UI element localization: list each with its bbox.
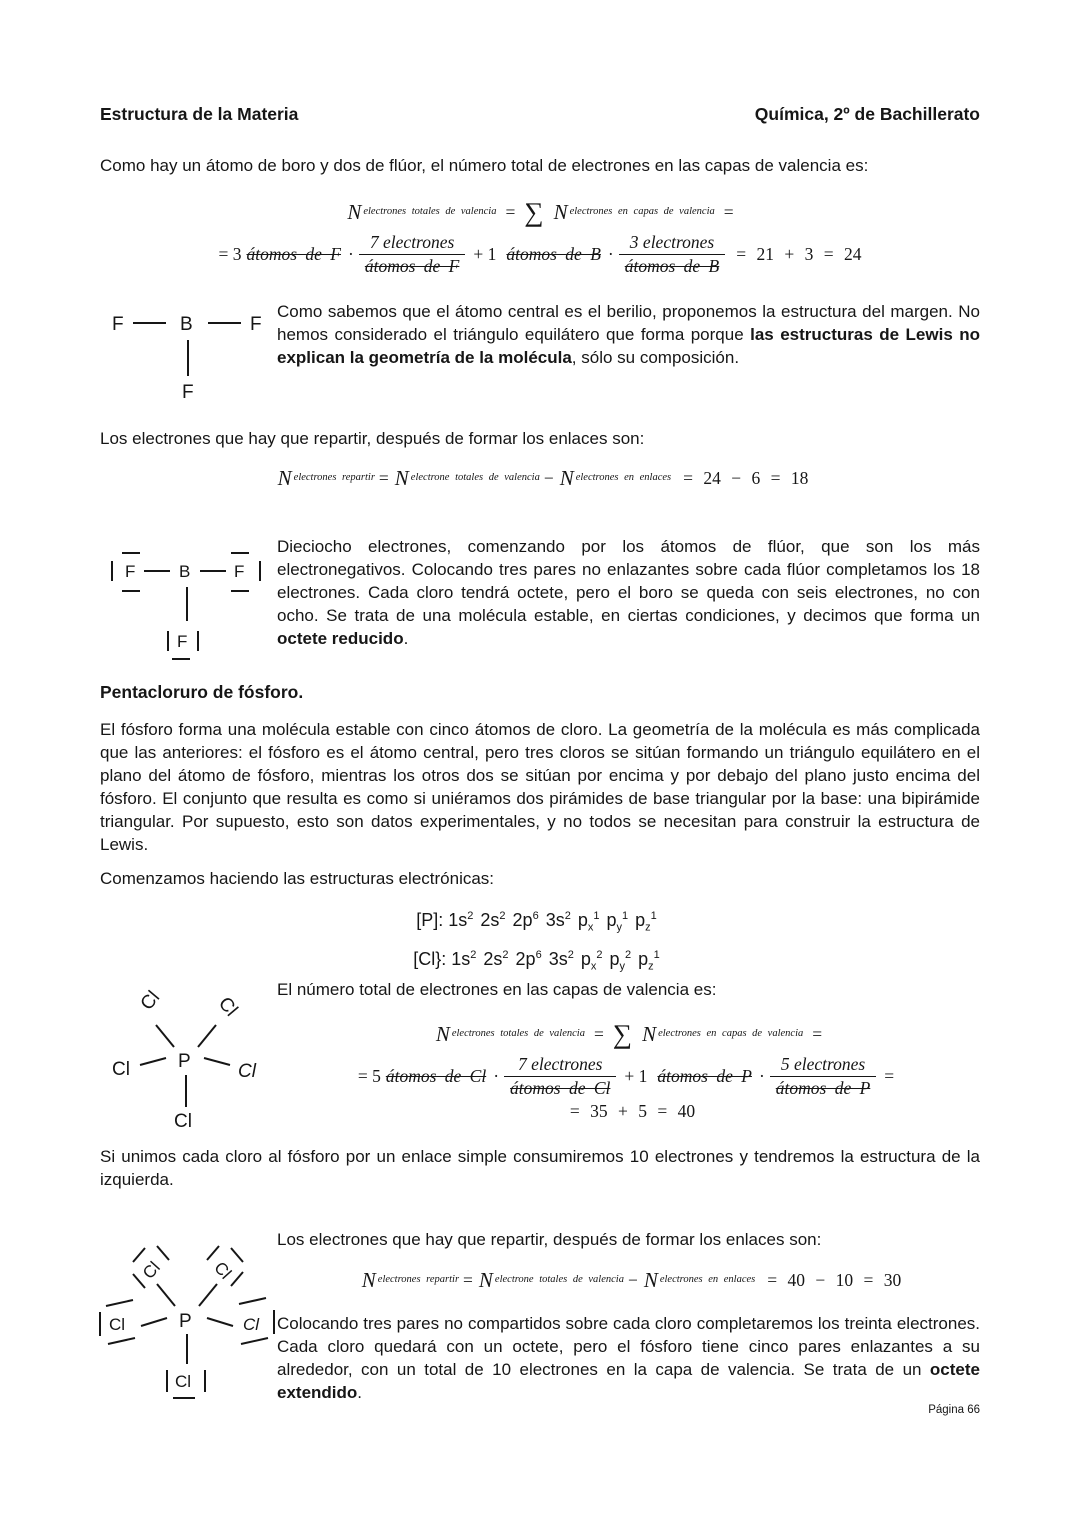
electron-configurations — [100, 903, 980, 980]
bond-line — [157, 1284, 175, 1306]
lone-pair-line — [157, 1246, 169, 1260]
fraction: $\frac{\text{5 electrones}}{\text{átomos de P}}$ — [770, 1054, 877, 1099]
atom-f-right: F — [234, 562, 245, 581]
paragraph-intro: Como hay un átomo de boro y dos de flúor, el número total de electrones en las capas de valencia es: — [100, 156, 869, 175]
fraction: $\frac{\text{7 electrones}}{\text{átomos de F}}$ — [359, 232, 466, 277]
atom-cl-bottom: Cl — [175, 1372, 192, 1391]
bond-line — [204, 1058, 230, 1065]
section-heading-pcl5: Pentacloruro de fósforo. — [100, 682, 304, 702]
bf3-lewis-drawing — [100, 535, 285, 663]
config-p-terms: $1s^2$ $2s^2$ $2p^6$ $3s^2$ $p_x^1$ $p_y^1$ $p_z^1$ — [448, 910, 657, 934]
bond-line — [156, 1025, 174, 1047]
atom-f-right: F — [250, 314, 262, 335]
paragraph-repartir-pcl5: Los electrones que hay que repartir, después de formar los enlaces son: — [277, 1230, 822, 1249]
config-cl-label: [Cl}: — [413, 948, 447, 969]
paragraph-comenzamos: Comenzamos haciendo las estructuras electrónicas: — [100, 869, 495, 888]
header-right-title: Química, 2º de Bachillerato — [754, 104, 980, 124]
atom-f-bottom: F — [177, 632, 188, 651]
atom-cl-topleft: Cl — [138, 1257, 164, 1283]
page-header — [100, 104, 980, 125]
bond-line — [199, 1284, 217, 1306]
atom-cl-left: Cl — [112, 1059, 130, 1080]
bond-line — [140, 1058, 166, 1065]
fraction: $\frac{\text{3 electrones}}{\text{átomos de B}}$ — [619, 232, 726, 277]
lone-pair-line — [106, 1300, 133, 1306]
formula-pcl5-total-line3: = 35 + 5 = 40 — [569, 1101, 696, 1122]
atom-f-left: F — [112, 314, 124, 335]
lone-pair-line — [241, 1338, 268, 1344]
formula-pcl5-total-line1: N electrones totales de valencia = ∑ N electrones en capas de valencia = — [435, 1019, 823, 1049]
paragraph-numero-total: El número total de electrones en las capas de valencia es: — [277, 980, 717, 999]
structure-bf3-skeleton — [100, 300, 275, 400]
atom-cl-topright: Cl — [213, 993, 242, 1021]
sum-symbol: ∑ — [524, 197, 544, 227]
formula-bf-repartir: N electrones repartir = N electrone totales de valencia − N electrones en enlaces = 24 − 6 = 18 — [277, 466, 809, 490]
atom-f-left: F — [125, 562, 136, 581]
paragraph-margen: Como sabemos que el átomo central es el berilio, proponemos la estructura del margen. No hemos considerado el triángulo equilátero que forma porque las estructuras de Lewis no explican la geometría de la molécula, sólo su composición. — [277, 302, 981, 367]
bond-line — [207, 1318, 233, 1326]
formula-bf-total — [100, 196, 980, 277]
formula-pcl5-total — [277, 1018, 980, 1122]
formula-pcl5-repartir: N electrones repartir = N electrone totales de valencia − N electrones en enlaces = 40 − 10 = 30 — [361, 1268, 902, 1292]
lone-pair-line — [231, 1272, 243, 1286]
formula-pcl5-total-line2: = 5 átomos de Cl · $\frac{\text{7 electrones}}{\text{átomos de Cl}}$ + 1 átomos de P · $\frac{\text{5 electrones}}{\text{átomos de P}}$ = — [357, 1054, 895, 1099]
atom-cl-right: Cl — [238, 1061, 256, 1082]
lone-pair-line — [133, 1248, 145, 1262]
pcl5-skeleton-drawing — [100, 983, 275, 1133]
bond-line — [141, 1318, 167, 1326]
atom-f-bottom: F — [182, 382, 194, 400]
lone-pair-line — [231, 1248, 243, 1262]
atom-cl-left: Cl — [109, 1315, 126, 1334]
atom-cl-topright: Cl — [210, 1258, 236, 1283]
atom-cl-right: Cl — [243, 1315, 260, 1334]
atom-cl-topleft: Cl — [136, 987, 165, 1015]
bond-line — [198, 1025, 216, 1047]
formula-bf-total-line2: = 3 átomos de F · $\frac{\text{7 electrones}}{\text{átomos de F}}$ + 1 átomos de B · $\frac{\text{3 electrones}}{\text{átomos de B}}$ = 21 + 3 = 24 — [218, 232, 862, 277]
config-cl-terms: $1s^2$ $2s^2$ $2p^6$ $3s^2$ $p_x^2$ $p_y^2$ $p_z^1$ — [451, 948, 660, 973]
config-p-label: [P]: — [416, 910, 444, 930]
lone-pair-line — [133, 1274, 145, 1288]
paragraph-si-unimos: Si unimos cada cloro al fósforo por un enlace simple consumiremos 10 electrones y tendremos la estructura de la izquierda. — [100, 1147, 980, 1189]
formula-bf-total-line1: N electrones totales de valencia = ∑ N electrones en capas de valencia = — [347, 197, 734, 227]
structure-pcl5-lewis — [95, 1232, 290, 1400]
sum-symbol: ∑ — [612, 1019, 633, 1049]
paragraph-fosforo: El fósforo forma una molécula estable con cinco átomos de cloro. La geometría de la molécula es más complicada que las anteriores: el fósforo es el átomo central, pero tres cloros se sitúan formando un triángulo equilátero en el plano del átomo de fósforo, mientras los otros dos se sitúan por encima y por debajo del plano justo encima del fósforo. El conjunto que resulta es como si uniéramos dos pirámides de base triangular por la base: una bipirámide triangular. Por supuesto, esto son datos experimentales, y no todos se necesitan para construir la estructura de Lewis. — [100, 720, 980, 854]
structure-bf3-lewis — [100, 535, 285, 663]
paragraph-repartir-bf: Los electrones que hay que repartir, después de formar los enlaces son: — [100, 429, 645, 448]
fraction: $\frac{\text{7 electrones}}{\text{átomos de Cl}}$ — [504, 1054, 616, 1099]
lone-pair-line — [108, 1338, 135, 1344]
page-number: Página 66 — [928, 1404, 980, 1416]
atom-p: P — [179, 1311, 192, 1332]
paragraph-dieciocho: Dieciocho electrones, comenzando por los átomos de flúor, que son los más electronegativos. Colocando tres pares no enlazantes sobre cada flúor completamos los 18 electrones. Cada cloro tendrá octete, pero el boro se queda con seis electrones, no con ocho. Se trata de una molécula estable, en ciertas condiciones, y decimos que forma un octete reducido. — [277, 537, 980, 648]
lone-pair-line — [207, 1246, 219, 1260]
lone-pair-line — [239, 1298, 266, 1304]
atom-cl-bottom: Cl — [174, 1111, 192, 1132]
config-p — [100, 903, 980, 942]
atom-p: P — [178, 1051, 191, 1072]
atom-b: B — [180, 314, 193, 335]
bf3-skeleton-drawing — [100, 300, 275, 400]
paragraph-colocando: Colocando tres pares no compartidos sobre cada cloro completaremos los treinta electrones. Cada cloro quedará con un octete, pero el fósforo tiene cinco pares enlazantes a su alrededor, con un total de 10 electrones en la capa de valencia. Se trata de un octete extendido. — [277, 1314, 980, 1402]
config-cl — [100, 942, 980, 981]
structure-pcl5-skeleton — [100, 983, 275, 1133]
atom-b: B — [179, 562, 191, 581]
header-left-title: Estructura de la Materia — [100, 104, 299, 124]
pcl5-lewis-drawing — [95, 1232, 290, 1400]
